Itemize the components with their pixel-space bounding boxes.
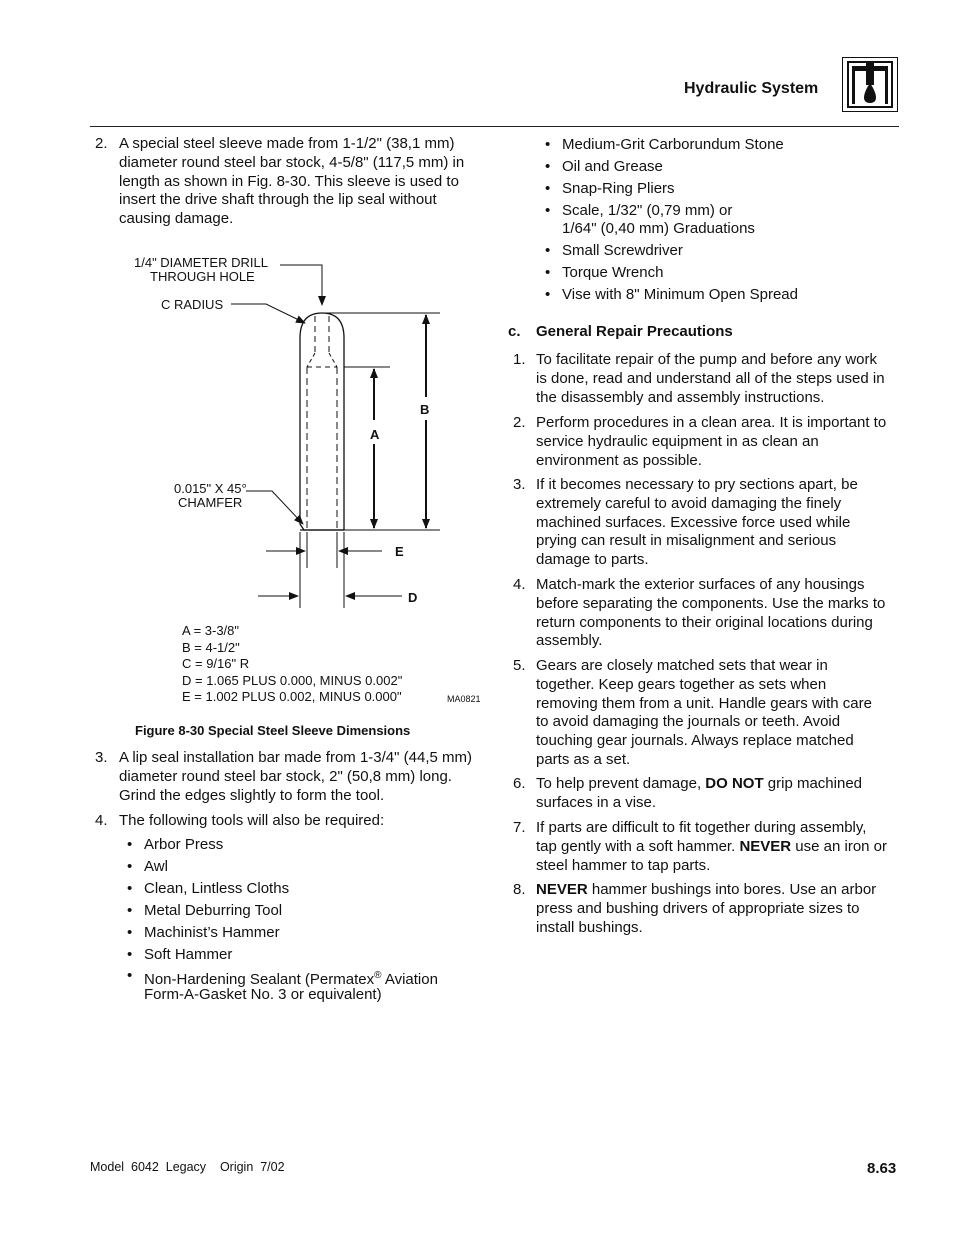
text-line: causing damage. bbox=[119, 210, 234, 228]
dimension-c: C = 9/16" R bbox=[182, 656, 250, 671]
label-drill-line1: 1/4" DIAMETER DRILL bbox=[134, 255, 268, 270]
label-dim-e: E bbox=[395, 544, 404, 559]
item-number: 2. bbox=[95, 135, 108, 152]
section-heading bbox=[508, 323, 733, 340]
numbered-item-4 bbox=[95, 812, 495, 832]
label-chamfer-line1: 0.015" X 45° bbox=[174, 481, 247, 496]
text-line: diameter round steel bar stock, 2" (50,8 mm) long. bbox=[119, 767, 452, 785]
text-line: diameter round steel bar stock, 4-5/8" (117,5 mm) in bbox=[119, 153, 465, 171]
hidden-cone-right bbox=[329, 353, 337, 367]
text-line: A lip seal installation bar made from 1-3/4" (44,5 mm) bbox=[119, 749, 472, 766]
dimension-list bbox=[182, 623, 402, 706]
sleeve-outline bbox=[300, 313, 344, 530]
text-line: The following tools will also be required: bbox=[119, 812, 385, 829]
footer-model-info: Model 6042 Legacy Origin 7/02 bbox=[90, 1160, 285, 1174]
dimension-a: A = 3-3/8" bbox=[182, 623, 240, 638]
item-number: 3. bbox=[95, 749, 108, 766]
page-number: 8.63 bbox=[867, 1160, 897, 1177]
label-c-radius: C RADIUS bbox=[161, 297, 224, 312]
label-dim-b: B bbox=[420, 402, 430, 417]
figure-caption: Figure 8-30 Special Steel Sleeve Dimensions bbox=[135, 723, 411, 738]
label-chamfer-line2: CHAMFER bbox=[178, 495, 243, 510]
label-drill-line2: THROUGH HOLE bbox=[150, 269, 255, 284]
text-line: length as shown in Fig. 8-30. This sleeve is used to bbox=[119, 172, 459, 190]
page-header-title: Hydraulic System bbox=[684, 80, 819, 97]
section-title: General Repair Precautions bbox=[536, 323, 733, 340]
item-number: 4. bbox=[95, 812, 108, 829]
dimension-e: E = 1.002 PLUS 0.002, MINUS 0.000" bbox=[182, 689, 402, 704]
numbered-item-3 bbox=[95, 749, 495, 807]
chamfer-leader bbox=[246, 491, 303, 524]
text-line: A special steel sleeve made from 1-1/2" (38,1 mm) bbox=[119, 135, 455, 152]
c-radius-leader bbox=[231, 304, 305, 323]
section-letter: c. bbox=[508, 323, 521, 340]
label-dim-a: A bbox=[370, 427, 380, 442]
hidden-cone-left bbox=[307, 353, 315, 367]
dimension-d: D = 1.065 PLUS 0.000, MINUS 0.002" bbox=[182, 672, 403, 688]
text-line: insert the drive shaft through the lip seal without bbox=[119, 191, 437, 209]
figure-code: MA0821 bbox=[447, 694, 481, 704]
text-line: Grind the edges slightly to form the tool. bbox=[119, 786, 385, 804]
label-dim-d: D bbox=[408, 590, 418, 605]
dimension-b: B = 4-1/2" bbox=[182, 639, 240, 655]
drill-leader bbox=[280, 265, 322, 305]
